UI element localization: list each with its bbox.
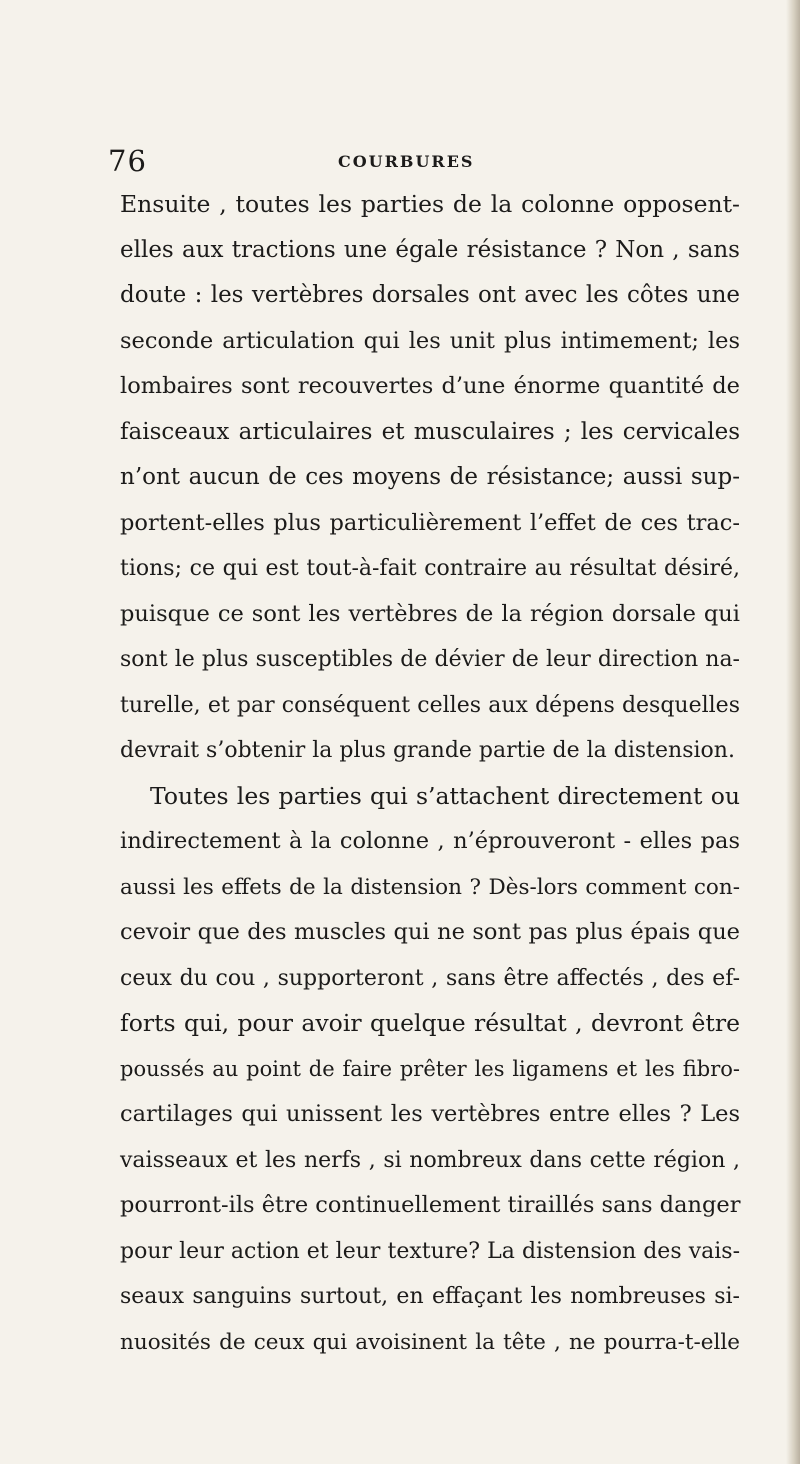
- text-line: pour leur action et leur texture? La distension des vais-: [120, 1238, 740, 1264]
- text-line: cevoir que des muscles qui ne sont pas plus épais que: [120, 919, 740, 945]
- text-line: lombaires sont recouvertes d’une énorme quantité de: [120, 373, 740, 399]
- running-title: COURBURES: [338, 152, 475, 171]
- text-line: nuosités de ceux qui avoisinent la tête , ne pourra-t-elle: [120, 1329, 740, 1355]
- text-line: aussi les effets de la distension ? Dès-lors comment con-: [120, 874, 740, 900]
- text-line: vaisseaux et les nerfs , si nombreux dans cette région ,: [120, 1147, 740, 1173]
- text-line: n’ont aucun de ces moyens de résistance; aussi sup-: [120, 464, 740, 490]
- text-line: indirectement à la colonne , n’éprouveront - elles pas: [120, 828, 740, 854]
- text-line: tions; ce qui est tout-à-fait contraire au résultat désiré,: [120, 556, 740, 581]
- text-line: ceux du cou , supporteront , sans être affectés , des ef-: [120, 965, 740, 991]
- paragraph-start-line: Toutes les parties qui s’attachent directement ou: [150, 781, 740, 810]
- text-line: seconde articulation qui les unit plus intimement; les: [120, 327, 740, 354]
- text-line: cartilages qui unissent les vertèbres entre elles ? Les: [120, 1101, 740, 1127]
- text-line: puisque ce sont les vertèbres de la région dorsale qui: [120, 600, 740, 627]
- page-header: [108, 144, 708, 184]
- text-line: sont le plus susceptibles de dévier de leur direction na-: [120, 647, 740, 672]
- page-number: 76: [108, 144, 147, 178]
- text-line: pourront-ils être continuellement tiraillés sans danger: [120, 1192, 741, 1218]
- text-line: faisceaux articulaires et musculaires ; les cervicales: [120, 418, 740, 445]
- text-line: forts qui, pour avoir quelque résultat , devront être: [120, 1009, 740, 1037]
- text-line: doute : les vertèbres dorsales ont avec les côtes une: [120, 282, 740, 308]
- text-line: portent-elles plus particulièrement l’effet de ces trac-: [120, 509, 740, 536]
- text-line: seaux sanguins surtout, en effaçant les nombreuses si-: [120, 1284, 740, 1309]
- paragraph-end-line: devrait s’obtenir la plus grande partie de la distension.: [120, 738, 735, 763]
- text-line: Ensuite , toutes les parties de la colonne opposent-: [120, 190, 740, 218]
- text-line: poussés au point de faire prêter les ligamens et les fibro-: [120, 1056, 740, 1081]
- text-line: turelle, et par conséquent celles aux dépens desquelles: [120, 692, 740, 718]
- page-edge-shadow: [786, 0, 800, 1464]
- body-text: [120, 182, 740, 1365]
- text-line: elles aux tractions une égale résistance ? Non , sans: [120, 236, 740, 263]
